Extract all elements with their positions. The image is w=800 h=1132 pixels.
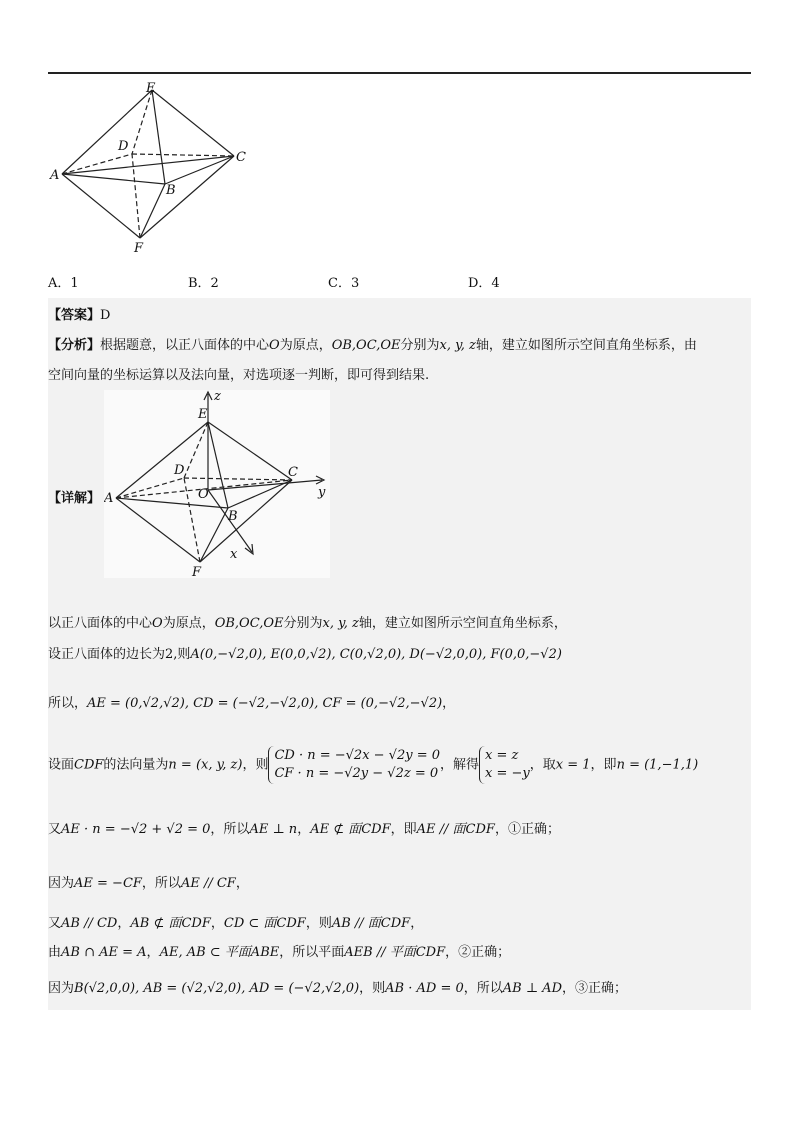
text: ， — [210, 916, 224, 931]
analysis-text: 空间向量的坐标运算以及法向量，对选项逐一判断，即可得到结果. — [48, 368, 430, 383]
analysis-text: 轴，建立如图所示空间直角坐标系，由 — [475, 338, 697, 353]
text: 因为 — [48, 981, 75, 996]
relation: AE ⊄ 面CDF — [310, 822, 391, 837]
solution-system — [479, 746, 530, 784]
edge-ea — [116, 422, 208, 498]
analysis-text: 为原点， — [279, 338, 332, 353]
relation: AB ⊄ 面CDF — [130, 916, 211, 931]
option-c[interactable]: C．3 — [328, 276, 360, 291]
text: 设面 — [48, 757, 75, 773]
text: 的法向量为 — [103, 757, 169, 773]
edge-fb — [140, 184, 165, 238]
analysis-text: 分别为 — [400, 338, 440, 353]
label-z: z — [214, 390, 221, 404]
text: ，所以 — [463, 981, 503, 996]
origin-symbol: O — [269, 338, 280, 353]
label-b: B — [228, 509, 238, 524]
text: ， — [410, 916, 424, 931]
label-a: A — [50, 168, 60, 183]
text: ，所以平面 — [279, 945, 345, 960]
text: 所以， — [48, 696, 88, 711]
relation: AE // 面CDF — [416, 822, 495, 837]
edge-fa — [116, 498, 200, 562]
octahedron-figure — [48, 80, 258, 260]
relation: AE ⊥ n — [249, 822, 298, 837]
diag-ac — [62, 156, 234, 174]
label-e: E — [146, 81, 156, 96]
relation: AB // 面CDF — [331, 916, 411, 931]
relation: AE // CF — [180, 876, 236, 891]
text: ，①正确； — [494, 822, 560, 837]
text: 设正八面体的边长为2,则 — [48, 647, 191, 662]
label-f: F — [192, 565, 202, 578]
top-rule — [48, 72, 751, 74]
relation: AB ⊥ AD — [502, 981, 562, 996]
detail-line-1 — [48, 612, 567, 631]
edge-ab — [62, 174, 165, 184]
text: ，取 — [529, 757, 556, 773]
text: ，所以 — [141, 876, 181, 891]
text: ， — [442, 696, 456, 711]
edge-ec — [152, 90, 234, 156]
text: ，则 — [242, 757, 269, 773]
label-f: F — [134, 241, 144, 256]
text: ，即 — [390, 822, 417, 837]
relation: AB // CD — [61, 916, 118, 931]
analysis-line-2 — [48, 364, 429, 383]
edge-fc — [140, 156, 234, 238]
detail-line-5 — [48, 818, 560, 837]
edge-ed — [184, 422, 208, 478]
value: x = 1 — [555, 757, 591, 773]
label-c: C — [288, 465, 298, 480]
text: 由 — [48, 945, 62, 960]
detail-line-6 — [48, 872, 249, 891]
label-o: O — [198, 487, 209, 502]
text: ， — [297, 822, 311, 837]
label-b: B — [166, 183, 176, 198]
detail-line-7 — [48, 912, 423, 931]
detail-line-2 — [48, 643, 562, 662]
edge-fb — [200, 508, 228, 562]
plane-name: CDF — [74, 757, 104, 773]
text: ，所以 — [210, 822, 250, 837]
answer-line — [48, 304, 110, 323]
label-x: x — [230, 547, 238, 562]
text: 因为 — [48, 876, 75, 891]
edge-fc — [200, 480, 292, 562]
text: ，解得 — [440, 757, 480, 773]
text: 又 — [48, 916, 62, 931]
edge-fa — [62, 174, 140, 238]
option-b[interactable]: B．2 — [188, 276, 219, 291]
detail-line-8 — [48, 941, 510, 960]
answer-options — [48, 272, 751, 292]
text: 轴，建立如图所示空间直角坐标系， — [358, 616, 567, 631]
answer-value: D — [100, 308, 111, 323]
edge-ec — [208, 422, 292, 480]
vector-values: AE = (0,√2,√2), CD = (−√2,−√2,0), CF = (0,−√2,−√2) — [87, 696, 443, 711]
vertex-coordinates: A(0,−√2,0), E(0,0,√2), C(0,√2,0), D(−√2,0,0), F(0,0,−√2) — [190, 647, 562, 662]
text: ， — [117, 916, 131, 931]
edge-dc — [184, 478, 292, 480]
edge-ab — [116, 498, 228, 508]
detail-line-4 — [48, 746, 698, 784]
label-e: E — [198, 407, 208, 422]
analysis-line-1 — [48, 334, 697, 353]
detail-label: 【详解】 — [48, 491, 101, 506]
equation: x = −y — [485, 766, 530, 781]
relation: AE = −CF — [74, 876, 142, 891]
edge-dc — [132, 154, 234, 156]
text: 为原点， — [162, 616, 215, 631]
dot-product: AE · n = −√2 + √2 = 0 — [61, 822, 211, 837]
equation: CF · n = −√2y − √2z = 0 — [274, 766, 439, 781]
text: ，则 — [359, 981, 386, 996]
normal-vector: n = (x, y, z) — [168, 757, 243, 773]
text: 以正八面体的中心 — [48, 616, 153, 631]
axes-source: OB,OC,OE — [331, 338, 401, 353]
relation: AE, AB ⊂ 平面ABE — [159, 945, 280, 960]
vector-values: B(√2,0,0), AB = (√2,√2,0), AD = (−√2,√2,0) — [74, 981, 360, 996]
normal-vector-value: n = (1,−1,1) — [616, 757, 699, 773]
equation: x = z — [485, 748, 519, 763]
text: ， — [235, 876, 249, 891]
label-d: D — [118, 139, 129, 154]
relation: CD ⊂ 面CDF — [223, 916, 306, 931]
origin-symbol: O — [152, 616, 163, 631]
axes-source: OB,OC,OE — [214, 616, 284, 631]
relation: AEB // 平面CDF — [344, 945, 446, 960]
text: ，则 — [305, 916, 332, 931]
text: ，②正确； — [445, 945, 511, 960]
x-arrow — [245, 544, 253, 554]
detail-line-3 — [48, 692, 455, 711]
analysis-text: 根据题意，以正八面体的中心 — [100, 338, 270, 353]
text: 又 — [48, 822, 62, 837]
label-y: y — [318, 485, 326, 500]
equation: CD · n = −√2x − √2y = 0 — [274, 748, 441, 763]
option-d[interactable]: D．4 — [468, 276, 500, 291]
label-d: D — [174, 463, 185, 478]
text: ，③正确； — [562, 981, 628, 996]
analysis-label: 【分析】 — [48, 338, 101, 353]
axes-names: x, y, z — [439, 338, 476, 353]
text: ， — [146, 945, 160, 960]
coordinate-octahedron-figure — [104, 390, 330, 578]
axes-names: x, y, z — [322, 616, 359, 631]
dot-product: AB · AD = 0 — [385, 981, 464, 996]
option-a[interactable]: A．1 — [48, 276, 79, 291]
equation-system — [268, 746, 440, 784]
edge-eb — [152, 90, 165, 184]
answer-label: 【答案】 — [48, 308, 101, 323]
edge-bc — [228, 480, 292, 508]
relation: AB ∩ AE = A — [61, 945, 147, 960]
label-c: C — [236, 150, 246, 165]
label-a: A — [104, 491, 114, 506]
text: 分别为 — [283, 616, 323, 631]
text: ，即 — [590, 757, 617, 773]
y-axis — [208, 480, 322, 490]
detail-label-line — [48, 487, 100, 506]
detail-line-9 — [48, 977, 627, 996]
